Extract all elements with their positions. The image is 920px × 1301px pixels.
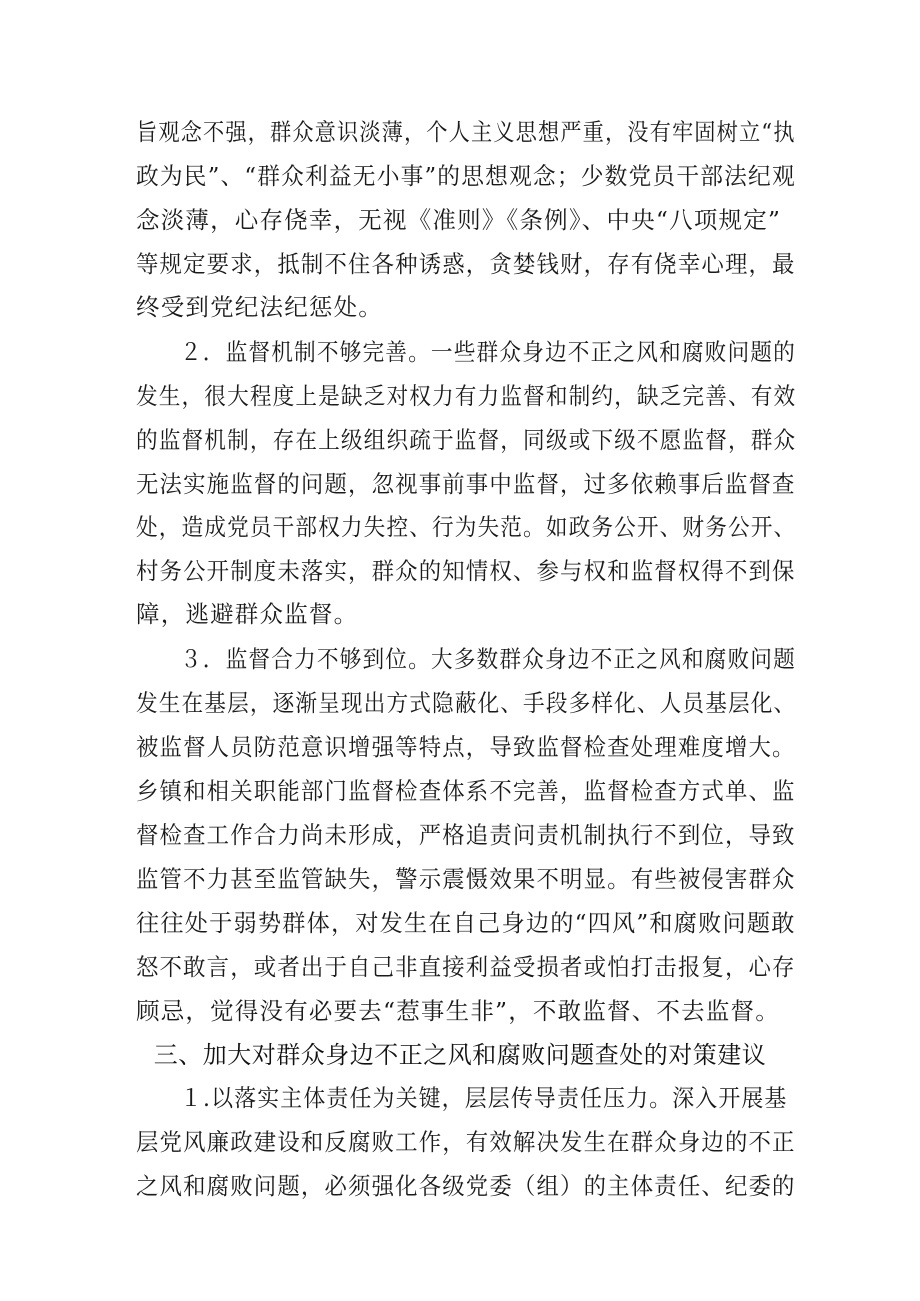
paragraph-line: 的监督机制，存在上级组织疏于监督，同级或下级不愿监督，群众	[136, 426, 797, 454]
paragraph-line: 被监督人员防范意识增强等特点，导致监督检查处理难度增大。	[136, 733, 796, 761]
paragraph-line: 督检查工作合力尚未形成，严格追责问责机制执行不到位，导致	[136, 821, 796, 849]
paragraph-line: 村务公开制度未落实，群众的知情权、参与权和监督权得不到保	[136, 557, 796, 585]
paragraph-line: 无法实施监督的问题，忽视事前事中监督，过多依赖事后监督查	[136, 470, 796, 498]
paragraph-line: 政为民”、“群众利益无小事”的思想观念；少数党员干部法纪观	[136, 162, 796, 190]
paragraph-line: 怒不敢言，或者出于自己非直接利益受损者或怕打击报复，心存	[136, 953, 796, 981]
paragraph-line: 障，逃避群众监督。	[136, 600, 359, 628]
paragraph-line: 等规定要求，抵制不住各种诱惑，贪婪钱财，存有侥幸心理，最	[136, 250, 796, 278]
paragraph-line: 发生在基层，逐渐呈现出方式隐蔽化、手段多样化、人员基层化、	[136, 689, 797, 717]
section-heading: 三、加大对群众身边不正之风和腐败问题查处的对策建议	[153, 1041, 767, 1069]
paragraph-line: 层党风廉政建设和反腐败工作，有效解决发生在群众身边的不正	[136, 1128, 796, 1156]
paragraph-line: 顾忌，觉得没有必要去“惹事生非”，不敢监督、不去监督。	[136, 997, 780, 1025]
paragraph-line: 往往处于弱势群体，对发生在自己身边的“四风”和腐败问题敢	[136, 909, 796, 937]
paragraph-line-first: ３．监督合力不够到位。大多数群众身边不正之风和腐败问题	[180, 645, 796, 673]
paragraph-line-first: １.以落实主体责任为关键，层层传导责任压力。深入开展基	[180, 1084, 788, 1112]
paragraph-line: 乡镇和相关职能部门监督检查体系不完善，监督检查方式单、监	[136, 777, 796, 805]
paragraph-line: 旨观念不强，群众意识淡薄，个人主义思想严重，没有牢固树立“执	[136, 118, 796, 146]
paragraph-line: 处，造成党员干部权力失控、行为失范。如政务公开、财务公开、	[136, 513, 797, 541]
paragraph-line: 终受到党纪法纪惩处。	[136, 293, 383, 321]
paragraph-line: 之风和腐败问题，必须强化各级党委（组）的主体责任、纪委的	[136, 1172, 796, 1200]
paragraph-line: 发生，很大程度上是缺乏对权力有力监督和制约，缺乏完善、有效	[136, 382, 797, 410]
paragraph-line: 念淡薄，心存侥幸，无视《准则》《条例》、中央“八项规定”	[136, 206, 782, 234]
paragraph-line-first: ２．监督机制不够完善。一些群众身边不正之风和腐败问题的	[180, 338, 796, 366]
paragraph-line: 监管不力甚至监管缺失，警示震慑效果不明显。有些被侵害群众	[136, 865, 796, 893]
